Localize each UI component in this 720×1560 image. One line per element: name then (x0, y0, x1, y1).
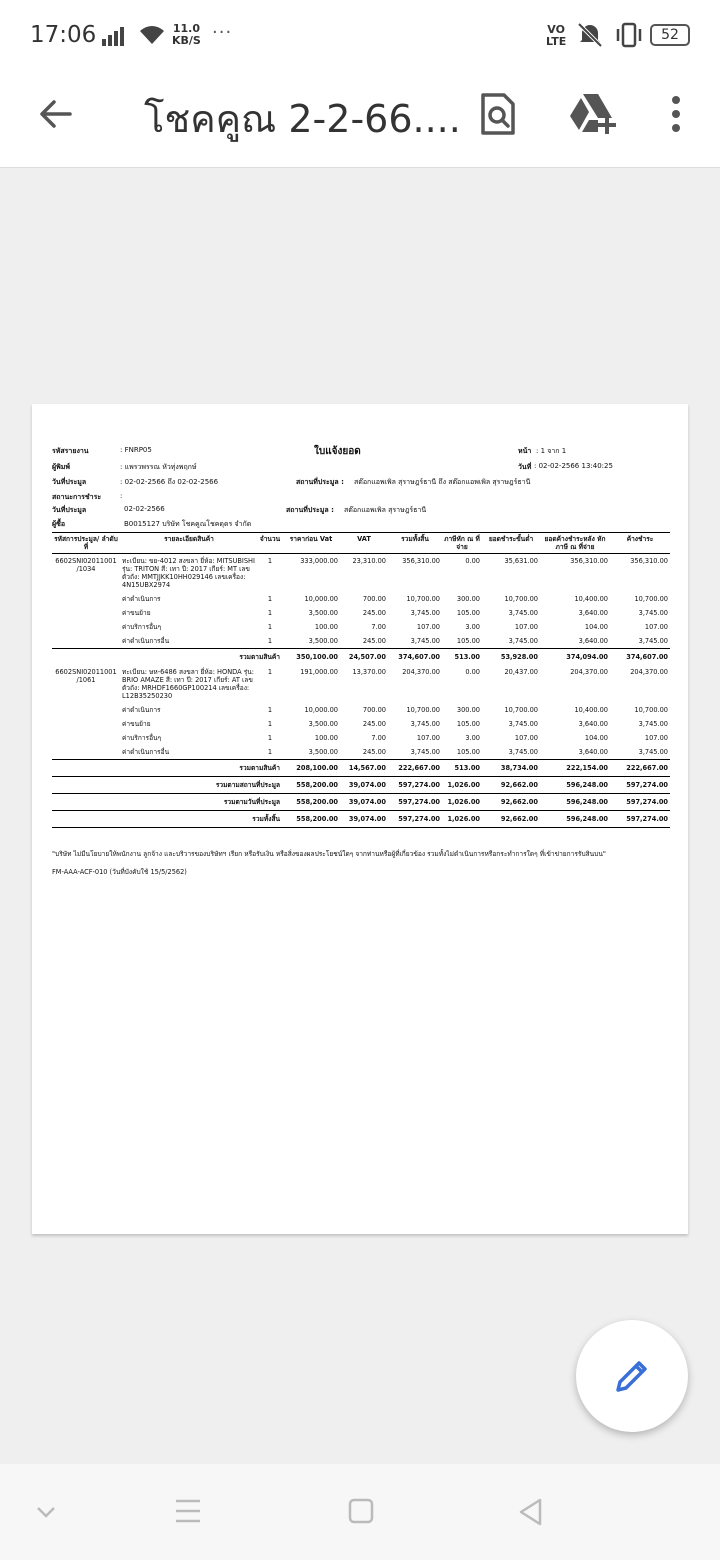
policy-note: "บริษัท ไม่มีนโยบายให้พนักงาน ลูกจ้าง และบริวารของบริษัทฯ เรียก หรือรับเงิน หรือสิ่งของผลประโยชน์ใดๆ จากท่านหรือผู้ที่เกี่ยวข้อง รวมทั้งไม่ดำเนินการหรือกระทำการใดๆ ที่เข้าข่ายการรับสินบน" (52, 850, 606, 858)
subtotal-cell: 513.00 (442, 760, 482, 777)
amount-cell: 7.00 (371, 623, 386, 631)
page-label: หน้า (518, 447, 532, 455)
amount-cell: 3,745.00 (638, 720, 668, 728)
subtotal-cell: 24,507.00 (340, 649, 388, 666)
place-label: สถานที่ประมูล : (296, 478, 344, 486)
amount-cell: 245.00 (362, 637, 386, 645)
pay-status-value: : (120, 492, 123, 500)
network-speed: 11.0 KB/S (172, 22, 201, 47)
grand-total-cell: 596,248.00 (540, 794, 610, 811)
amount-cell: 191,000.00 (300, 668, 338, 676)
nav-home-icon[interactable] (348, 1498, 374, 1528)
column-header: รหัสการประมูล/ ลำดับที่ (52, 533, 120, 554)
amount-cell: 3,745.00 (410, 748, 440, 756)
amount-cell: 3,500.00 (308, 637, 338, 645)
amount-cell: 105.00 (456, 720, 480, 728)
subtotal-cell: 513.00 (442, 649, 482, 666)
amount-cell: 3,640.00 (578, 609, 608, 617)
amount-cell: 333,000.00 (300, 557, 338, 565)
subtotal-cell: 53,928.00 (482, 649, 540, 666)
amount-cell: 3,745.00 (638, 637, 668, 645)
buyer-label: ผู้ซื้อ (52, 520, 66, 528)
auction-code: 6602SNI02011001 /1034 (55, 557, 117, 573)
grand-total-row (52, 777, 670, 794)
document-title: โชคคูณ 2-2-66.... (144, 97, 461, 141)
grand-total-cell: 1,026.00 (442, 777, 482, 794)
signal-icon (102, 26, 130, 50)
amount-cell: 3,745.00 (508, 637, 538, 645)
amount-cell: 3,745.00 (508, 720, 538, 728)
fee-description: ค่าบริการอื่นๆ (122, 734, 162, 742)
nav-collapse-icon[interactable] (36, 1504, 56, 1523)
statement-table (52, 532, 670, 828)
grand-total-label: รวมตามสถานที่ประมูล (52, 777, 282, 794)
amount-cell: 3,745.00 (508, 609, 538, 617)
amount-cell: 3,640.00 (578, 720, 608, 728)
column-header: ภาษีหัก ณ ที่จ่าย (442, 533, 482, 554)
search-document-icon[interactable] (478, 92, 518, 140)
amount-cell: 1 (267, 734, 273, 742)
fee-row (52, 745, 670, 760)
amount-cell: 300.00 (456, 706, 480, 714)
empty-cell (52, 634, 120, 649)
grand-total-cell: 558,200.00 (282, 811, 340, 828)
fee-row (52, 620, 670, 634)
amount-cell: 7.00 (371, 734, 386, 742)
subtotal-cell: 14,567.00 (340, 760, 388, 777)
app-bar (0, 70, 720, 168)
print-date-value: : 02-02-2566 13:40:25 (534, 462, 613, 470)
pay-status-label: สถานะการชำระ (52, 493, 102, 501)
subtotal-cell: 374,607.00 (610, 649, 670, 666)
amount-cell: 245.00 (362, 720, 386, 728)
amount-cell: 3,745.00 (508, 748, 538, 756)
fee-description: ค่าขนย้าย (122, 720, 151, 728)
amount-cell: 10,700.00 (504, 595, 538, 603)
clock: 17:06 (30, 22, 97, 48)
item-row (52, 554, 670, 593)
grand-total-cell: 597,274.00 (610, 811, 670, 828)
subtotal-label: รวมตามสินค้า (52, 649, 282, 666)
amount-cell: 204,370.00 (402, 668, 440, 676)
item-row (52, 665, 670, 703)
amount-cell: 1 (267, 609, 273, 617)
amount-cell: 3,745.00 (410, 637, 440, 645)
nav-menu-icon[interactable] (174, 1498, 202, 1528)
amount-cell: 107.00 (416, 623, 440, 631)
amount-cell: 10,700.00 (634, 595, 668, 603)
fee-row (52, 703, 670, 717)
amount-cell: 1 (267, 748, 273, 756)
auction-date-value: : 02-02-2566 ถึง 02-02-2566 (120, 478, 219, 486)
more-vert-icon[interactable] (666, 92, 686, 140)
amount-cell: 3.00 (465, 623, 480, 631)
fee-description: ค่าดำเนินการ (122, 595, 161, 603)
amount-cell: 300.00 (456, 595, 480, 603)
amount-cell: 0.00 (465, 557, 480, 565)
wifi-icon (138, 24, 166, 50)
grand-total-cell: 558,200.00 (282, 777, 340, 794)
grand-total-label: รวมตามวันที่ประมูล (52, 794, 282, 811)
fee-description: ค่าดำเนินการอื่น (122, 637, 170, 645)
amount-cell: 1 (267, 623, 273, 631)
fee-description: ค่าดำเนินการอื่น (122, 748, 170, 756)
grand-total-label: รวมทั้งสิ้น (52, 811, 282, 828)
subtotal-cell: 208,100.00 (282, 760, 340, 777)
amount-cell: 3,640.00 (578, 637, 608, 645)
amount-cell: 100.00 (314, 734, 338, 742)
subtotal-cell: 374,607.00 (388, 649, 442, 666)
amount-cell: 356,310.00 (570, 557, 608, 565)
edit-fab[interactable] (576, 1320, 688, 1432)
grand-total-cell: 558,200.00 (282, 794, 340, 811)
amount-cell: 10,700.00 (634, 706, 668, 714)
subtotal-cell: 38,734.00 (482, 760, 540, 777)
amount-cell: 107.00 (416, 734, 440, 742)
amount-cell: 245.00 (362, 748, 386, 756)
amount-cell: 104.00 (584, 623, 608, 631)
column-header: จำนวน (258, 533, 282, 554)
report-code-value: : FNRP05 (120, 446, 152, 454)
document-page (32, 404, 688, 1234)
amount-cell: 356,310.00 (402, 557, 440, 565)
subtotal-cell: 350,100.00 (282, 649, 340, 666)
place-value: สต๊อกแอพเพิล สุราษฎร์ธานี ถึง สต๊อกแอพเพิล สุราษฎร์ธานี (354, 478, 531, 486)
fee-row (52, 731, 670, 745)
auction-date-label: วันที่ประมูล (52, 478, 87, 486)
amount-cell: 10,700.00 (406, 706, 440, 714)
column-header: ค้างชำระ (610, 533, 670, 554)
amount-cell: 3,640.00 (578, 748, 608, 756)
amount-cell: 10,700.00 (504, 706, 538, 714)
mute-icon (576, 22, 604, 52)
fee-description: ค่าขนย้าย (122, 609, 151, 617)
amount-cell: 107.00 (514, 623, 538, 631)
back-arrow-icon[interactable] (36, 94, 76, 138)
grand-total-cell: 92,662.00 (482, 811, 540, 828)
amount-cell: 23,310.00 (352, 557, 386, 565)
grand-total-row (52, 811, 670, 828)
column-header: รวมทั้งสิ้น (388, 533, 442, 554)
amount-cell: 1 (267, 637, 273, 645)
amount-cell: 10,400.00 (574, 595, 608, 603)
grand-total-cell: 1,026.00 (442, 811, 482, 828)
grand-total-cell: 597,274.00 (388, 794, 442, 811)
print-date-label: วันที่ (518, 463, 532, 471)
auction-date2-label: วันที่ประมูล (52, 506, 87, 514)
amount-cell: 13,370.00 (352, 668, 386, 676)
amount-cell: 100.00 (314, 623, 338, 631)
subtotal-label: รวมตามสินค้า (52, 760, 282, 777)
amount-cell: 700.00 (362, 595, 386, 603)
empty-cell (52, 592, 120, 606)
amount-cell: 3,745.00 (410, 720, 440, 728)
nav-back-icon[interactable] (518, 1498, 544, 1530)
auction-date2-value: 02-02-2566 (124, 505, 165, 513)
amount-cell: 3,745.00 (638, 748, 668, 756)
amount-cell: 10,700.00 (406, 595, 440, 603)
report-title: ใบแจ้งยอด (314, 446, 361, 457)
amount-cell: 700.00 (362, 706, 386, 714)
battery-icon: 52 (650, 24, 690, 46)
amount-cell: 3,745.00 (638, 609, 668, 617)
empty-cell (52, 717, 120, 731)
fee-description: ค่าบริการอื่นๆ (122, 623, 162, 631)
amount-cell: 3.00 (465, 734, 480, 742)
empty-cell (52, 703, 120, 717)
column-header: ยอดชำระขั้นต่ำ (482, 533, 540, 554)
grand-total-cell: 596,248.00 (540, 777, 610, 794)
amount-cell: 3,500.00 (308, 720, 338, 728)
fee-row (52, 592, 670, 606)
amount-cell: 35,631.00 (504, 557, 538, 565)
volte-icon: VO LTE (546, 23, 567, 48)
amount-cell: 105.00 (456, 609, 480, 617)
grand-total-cell: 597,274.00 (388, 777, 442, 794)
item-description: ทะเบียน: ขย-4012 สงขลา ยี่ห้อ: MITSUBISHI รุ่น: TRITON สี: เทา ปี: 2017 เกียร์: MT เลขตัวถัง: MMTJJKK10HH029146 เลขเครื่อง: 4N15UBX2974 (122, 557, 255, 589)
column-header: ยอดค้างชำระหลัง หักภาษี ณ ที่จ่าย (540, 533, 610, 554)
grand-total-cell: 39,074.00 (340, 777, 388, 794)
amount-cell: 105.00 (456, 748, 480, 756)
grand-total-cell: 39,074.00 (340, 794, 388, 811)
amount-cell: 356,310.00 (630, 557, 668, 565)
page-value: : 1 จาก 1 (536, 447, 567, 455)
amount-cell: 3,500.00 (308, 609, 338, 617)
printer-label: ผู้พิมพ์ (52, 463, 70, 471)
subtotal-row (52, 760, 670, 777)
amount-cell: 10,000.00 (304, 595, 338, 603)
subtotal-cell: 222,154.00 (540, 760, 610, 777)
add-to-drive-icon[interactable] (568, 92, 618, 140)
amount-cell: 107.00 (644, 734, 668, 742)
buyer-value: B0015127 บริษัท โชคคูณโชคดุดร จำกัด (124, 520, 252, 528)
auction-code: 6602SNI02011001 /1061 (55, 668, 117, 684)
more-notifications-icon: ··· (212, 22, 233, 43)
navigation-bar (0, 1464, 720, 1560)
amount-cell: 1 (267, 720, 273, 728)
fee-row (52, 606, 670, 620)
amount-cell: 1 (267, 668, 273, 676)
vibrate-icon (614, 22, 644, 52)
column-header: VAT (340, 533, 388, 554)
fee-row (52, 634, 670, 649)
amount-cell: 204,370.00 (570, 668, 608, 676)
amount-cell: 3,745.00 (410, 609, 440, 617)
place2-value: สต๊อกแอพเพิล สุราษฎร์ธานี (344, 506, 427, 514)
amount-cell: 1 (267, 595, 273, 603)
grand-total-cell: 1,026.00 (442, 794, 482, 811)
amount-cell: 1 (267, 557, 273, 565)
place2-label: สถานที่ประมูล : (286, 506, 334, 514)
amount-cell: 105.00 (456, 637, 480, 645)
amount-cell: 1 (267, 706, 273, 714)
column-header: ราคาก่อน Vat (282, 533, 340, 554)
item-description: ทะเบียน: ษห-6486 สงขลา ยี่ห้อ: HONDA รุ่น: BRIO AMAZE สี: เทา ปี: 2017 เกียร์: AT เลขตัวถัง: MRHDF1660GP100214 เลขเครื่อง: L12B35250230 (122, 668, 254, 700)
empty-cell (52, 745, 120, 760)
amount-cell: 10,000.00 (304, 706, 338, 714)
grand-total-cell: 39,074.00 (340, 811, 388, 828)
subtotal-cell: 222,667.00 (610, 760, 670, 777)
form-code: FM-AAA-ACF-010 (วันที่บังคับใช้ 15/5/2562) (52, 868, 187, 876)
printer-value: : แพรวพรรณ หัวทุ่งพฤกษ์ (120, 463, 197, 471)
empty-cell (52, 731, 120, 745)
amount-cell: 20,437.00 (504, 668, 538, 676)
subtotal-row (52, 649, 670, 666)
subtotal-cell: 222,667.00 (388, 760, 442, 777)
empty-cell (52, 620, 120, 634)
grand-total-cell: 597,274.00 (388, 811, 442, 828)
status-bar (0, 0, 720, 70)
column-header: รายละเอียดสินค้า (120, 533, 258, 554)
fee-description: ค่าดำเนินการ (122, 706, 161, 714)
amount-cell: 204,370.00 (630, 668, 668, 676)
amount-cell: 3,500.00 (308, 748, 338, 756)
subtotal-cell: 374,094.00 (540, 649, 610, 666)
grand-total-cell: 596,248.00 (540, 811, 610, 828)
edit-pencil-icon (612, 1356, 652, 1396)
grand-total-cell: 597,274.00 (610, 777, 670, 794)
amount-cell: 10,400.00 (574, 706, 608, 714)
empty-cell (52, 606, 120, 620)
fee-row (52, 717, 670, 731)
amount-cell: 0.00 (465, 668, 480, 676)
grand-total-cell: 597,274.00 (610, 794, 670, 811)
report-code-label: รหัสรายงาน (52, 447, 89, 455)
amount-cell: 107.00 (644, 623, 668, 631)
grand-total-cell: 92,662.00 (482, 777, 540, 794)
pdf-viewer[interactable] (0, 168, 720, 1464)
amount-cell: 107.00 (514, 734, 538, 742)
grand-total-cell: 92,662.00 (482, 794, 540, 811)
amount-cell: 245.00 (362, 609, 386, 617)
amount-cell: 104.00 (584, 734, 608, 742)
grand-total-row (52, 794, 670, 811)
